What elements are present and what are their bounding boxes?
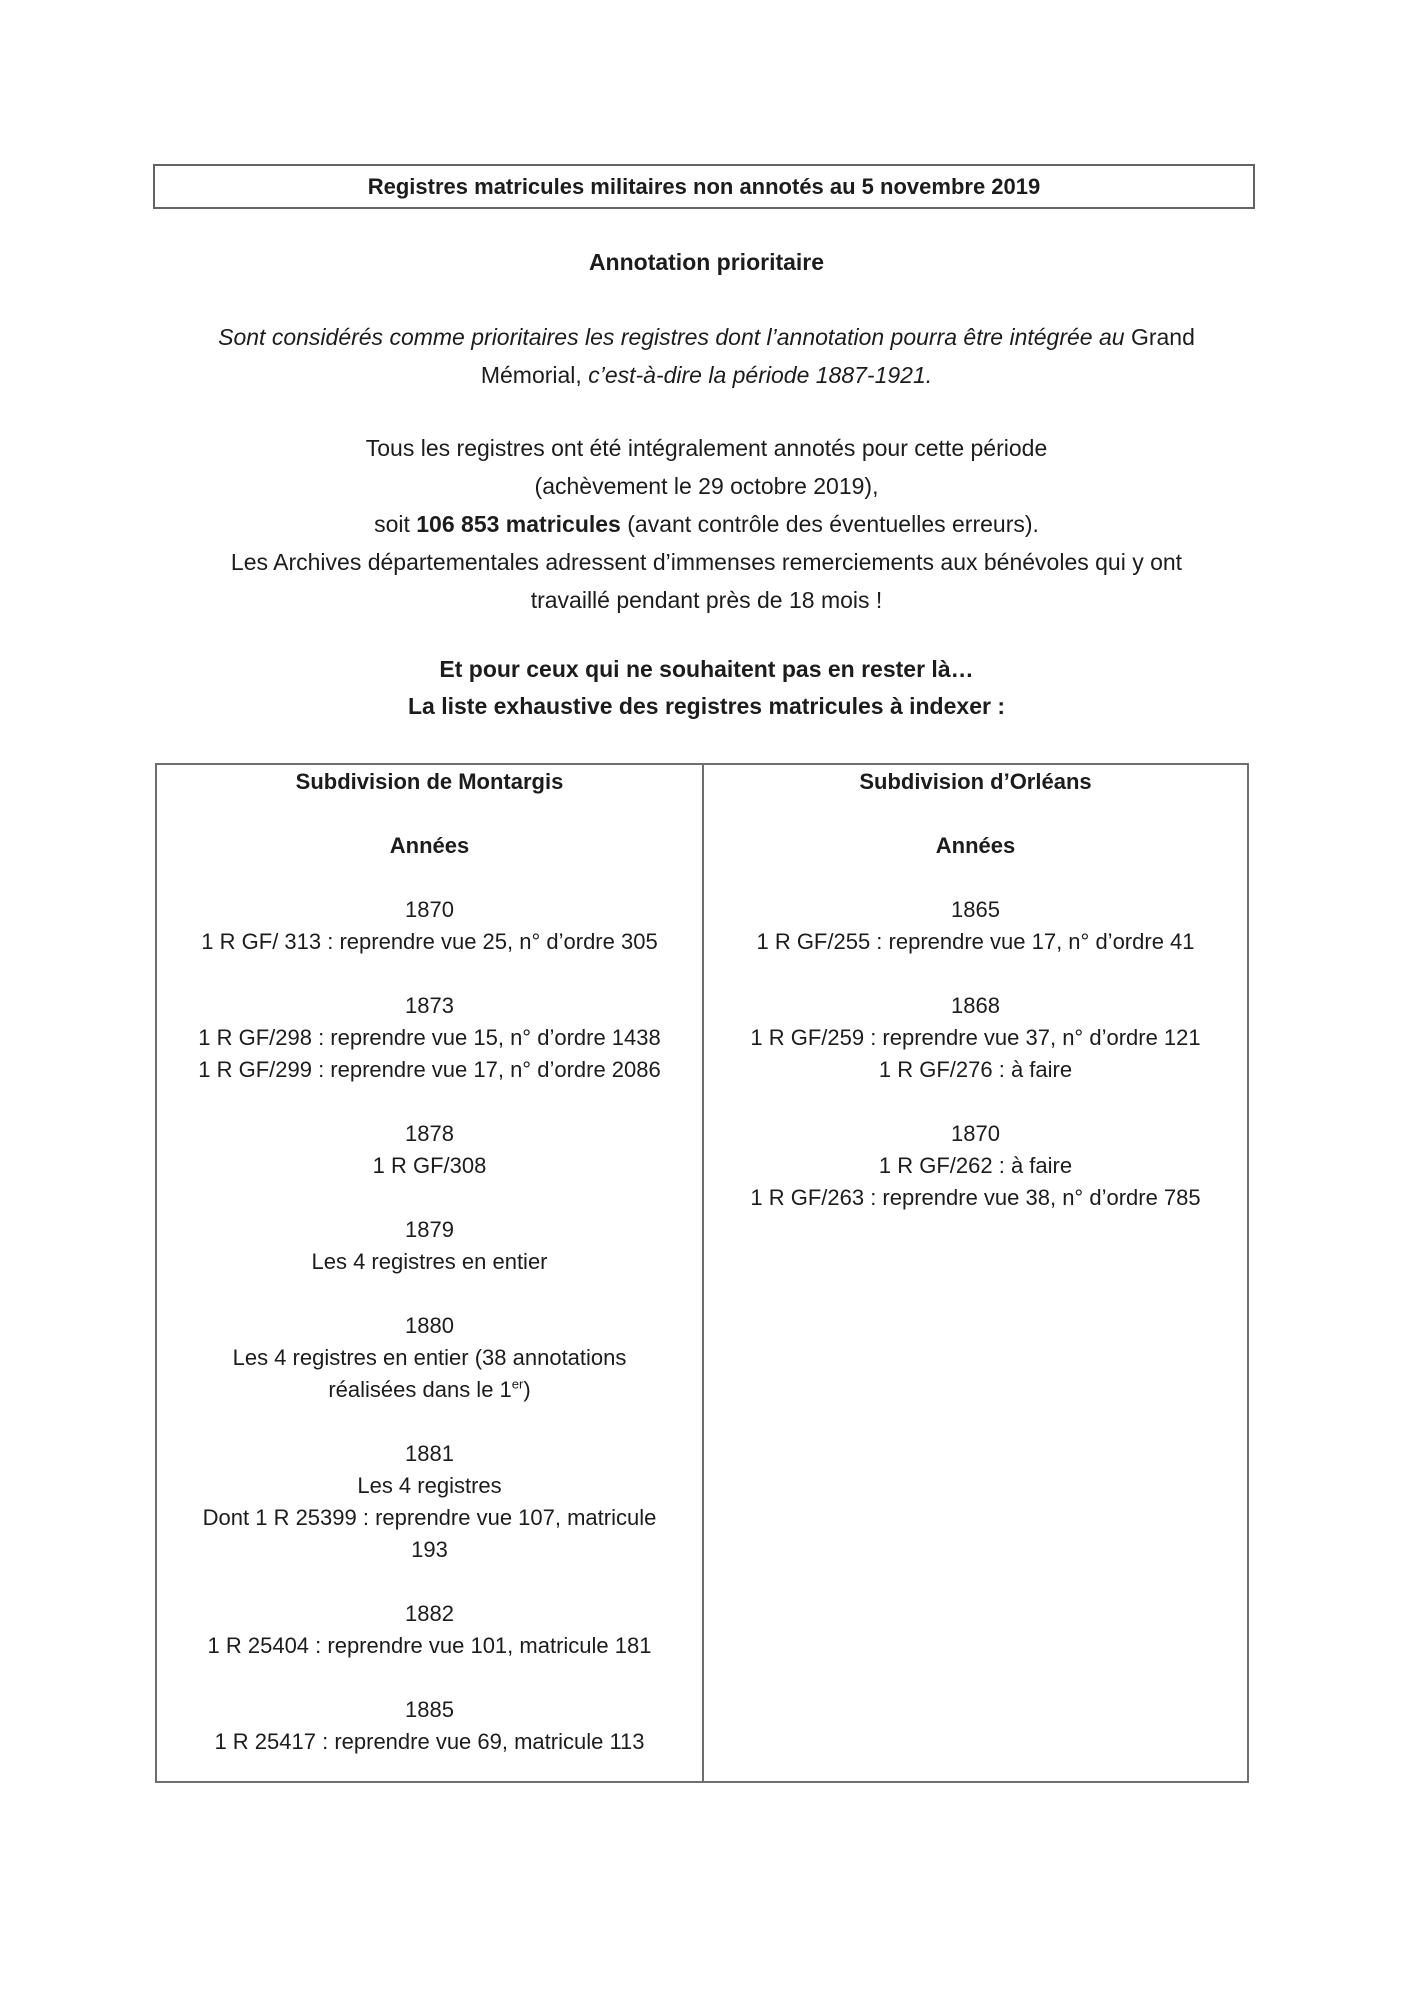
paragraph-line-1: Tous les registres ont été intégralement annotés pour cette période (365, 435, 1048, 461)
document-title: Registres matricules militaires non annotés au 5 novembre 2019 (367, 173, 1041, 199)
year-block-1865 (704, 894, 1247, 958)
year-label: 1882 (405, 1601, 454, 1626)
register-entry: 1 R GF/263 : reprendre vue 38, n° d’ordre 785 (750, 1185, 1201, 1210)
register-entry: 1 R GF/308 (372, 1153, 487, 1178)
register-entry: Les 4 registres en entier (311, 1249, 548, 1274)
register-entry: 1 R GF/259 : reprendre vue 37, n° d’ordre 121 (750, 1025, 1201, 1050)
register-entry: 1 R GF/299 : reprendre vue 17, n° d’ordre 2086 (198, 1057, 661, 1082)
matricules-count: 106 853 matricules (416, 511, 621, 537)
column-header-orleans: Subdivision d’Orléans (859, 769, 1092, 794)
year-label: 1885 (405, 1697, 454, 1722)
paragraph-line-3-prefix: soit (374, 511, 417, 537)
column-subheader-annees: Années (935, 833, 1016, 858)
register-entry: 193 (411, 1537, 448, 1562)
body-paragraph (0, 429, 1413, 619)
registers-table (155, 763, 1249, 1783)
year-block-1879 (157, 1214, 702, 1278)
paragraph-line-3-suffix: (avant contrôle des éventuelles erreurs). (620, 511, 1039, 537)
register-entry: 1 R 25417 : reprendre vue 69, matricule 113 (214, 1729, 645, 1754)
year-label: 1878 (405, 1121, 454, 1146)
register-entry: 1 R GF/ 313 : reprendre vue 25, n° d’ordre 305 (201, 929, 658, 954)
paragraph-line-2: (achèvement le 29 octobre 2019), (534, 473, 879, 499)
year-label: 1865 (951, 897, 1000, 922)
year-label: 1873 (405, 993, 454, 1018)
year-block-1870 (157, 894, 702, 958)
callout-line-2: La liste exhaustive des registres matricules à indexer : (407, 693, 1005, 719)
intro-line-1-italic: Sont considérés comme prioritaires les registres dont l’annotation pourra être intégrée au (218, 324, 1131, 350)
superscript-er: er (511, 1376, 524, 1392)
year-block-1885 (157, 1694, 702, 1758)
intro-line-2-regular: Mémorial, (480, 362, 589, 388)
paragraph-line-4: Les Archives départementales adressent d’immenses remerciements aux bénévoles qui y ont (230, 549, 1183, 575)
column-subheader-annees: Années (389, 833, 470, 858)
intro-line-2-italic: c’est-à-dire la période 1887-1921. (588, 362, 933, 388)
register-entry: Les 4 registres en entier (38 annotations (232, 1345, 627, 1370)
year-block-1868 (704, 990, 1247, 1086)
year-label: 1870 (951, 1121, 1000, 1146)
year-block-1878 (157, 1118, 702, 1182)
register-entry: 1 R 25404 : reprendre vue 101, matricule 181 (207, 1633, 652, 1658)
year-label: 1870 (405, 897, 454, 922)
table-column-orleans (702, 765, 1247, 1781)
register-entry: Dont 1 R 25399 : reprendre vue 107, matricule (202, 1505, 657, 1530)
callout-heading (0, 651, 1413, 725)
register-entry: 1 R GF/298 : reprendre vue 15, n° d’ordre 1438 (198, 1025, 661, 1050)
year-block-1880 (157, 1310, 702, 1406)
intro-line-2 (0, 356, 1413, 394)
column-header-montargis: Subdivision de Montargis (295, 769, 564, 794)
register-entry: 1 R GF/262 : à faire (878, 1153, 1073, 1178)
entry-text-suffix: ) (523, 1377, 531, 1402)
entry-text-prefix: réalisées dans le 1 (328, 1377, 512, 1402)
intro-line-1-regular: Grand (1130, 324, 1195, 350)
register-entry: 1 R GF/276 : à faire (878, 1057, 1073, 1082)
table-column-montargis (157, 765, 702, 1781)
year-label: 1880 (405, 1313, 454, 1338)
year-block-1881 (157, 1438, 702, 1566)
section-heading: Annotation prioritaire (588, 249, 825, 275)
intro-line-1 (0, 318, 1413, 356)
paragraph-line-3 (0, 505, 1413, 543)
year-block-1882 (157, 1598, 702, 1662)
register-entry (157, 1374, 702, 1406)
register-entry: 1 R GF/255 : reprendre vue 17, n° d’ordre 41 (756, 929, 1195, 954)
year-label: 1881 (405, 1441, 454, 1466)
callout-line-1: Et pour ceux qui ne souhaitent pas en rester là… (439, 656, 974, 682)
year-label: 1868 (951, 993, 1000, 1018)
year-block-1873 (157, 990, 702, 1086)
year-block-1870-orleans (704, 1118, 1247, 1214)
paragraph-line-5: travaillé pendant près de 18 mois ! (530, 587, 883, 613)
intro-paragraph (0, 318, 1413, 394)
register-entry: Les 4 registres (357, 1473, 502, 1498)
document-title-box (153, 164, 1255, 209)
year-label: 1879 (405, 1217, 454, 1242)
